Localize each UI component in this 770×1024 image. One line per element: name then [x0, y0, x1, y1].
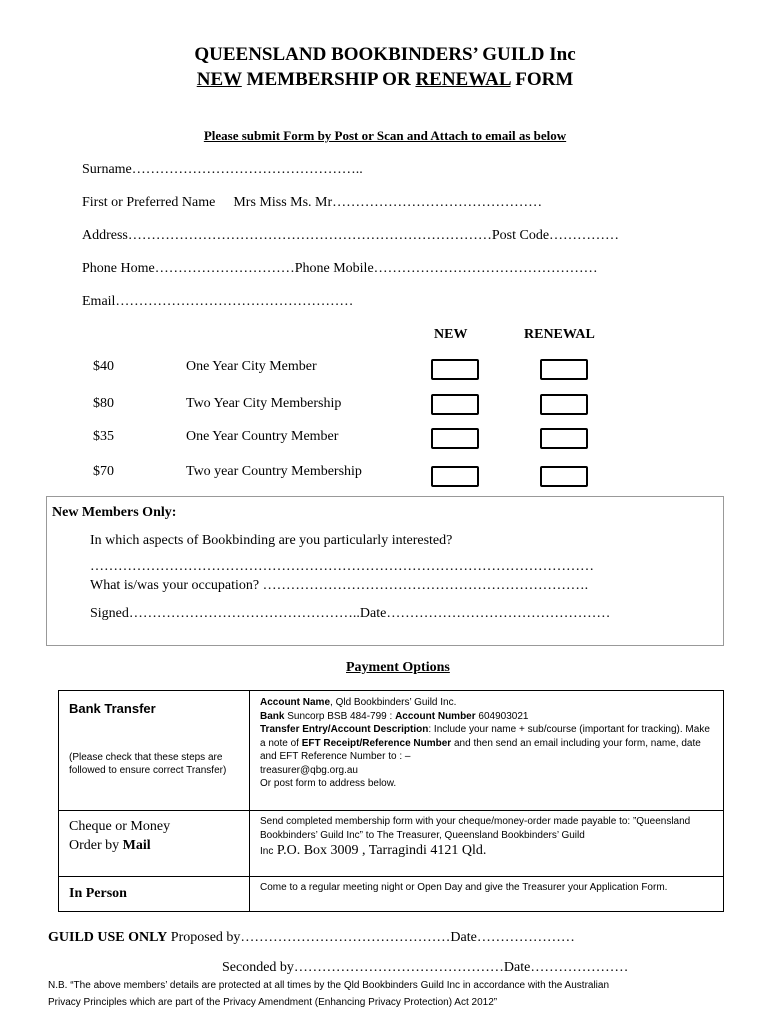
- treasurer-email[interactable]: treasurer@qbg.org.au: [260, 764, 358, 776]
- account-name: , Qld Bookbinders’ Guild Inc.: [330, 697, 457, 708]
- in-person-label: In Person: [69, 886, 127, 901]
- post-form-note: Or post form to address below.: [260, 778, 397, 789]
- new-column-header: NEW: [434, 327, 468, 342]
- transfer-label: Transfer Entry/Account Description: [260, 724, 429, 735]
- bank-transfer-details: [250, 691, 724, 811]
- mail-label: Mail: [122, 838, 151, 853]
- price-label: $40: [93, 359, 114, 374]
- bank-transfer-cell: [59, 691, 250, 811]
- new-checkbox[interactable]: [431, 359, 479, 380]
- new-word: NEW: [196, 69, 242, 90]
- bank-transfer-label: Bank Transfer: [69, 701, 156, 716]
- phone-field[interactable]: Phone Home…………………………Phone Mobile…………………………………………: [82, 261, 598, 276]
- title-options: Mrs Miss Ms. Mr………………………………………: [233, 195, 543, 210]
- bank-transfer-note: (Please check that these steps are followed to ensure correct Transfer): [69, 752, 227, 776]
- privacy-note-line2: Privacy Principles which are part of the Privacy Amendment (Enhancing Privacy Protection) Act 2012”: [48, 997, 498, 1008]
- interest-answer-line[interactable]: ………………………………………………………………………………………………: [90, 559, 594, 574]
- renewal-word: RENEWAL: [415, 69, 511, 90]
- renewal-checkbox[interactable]: [540, 428, 588, 449]
- guild-use-seconded[interactable]: Seconded by………………………………………Date…………………: [222, 960, 629, 975]
- price-label: $70: [93, 464, 114, 479]
- in-person-text: Come to a regular meeting night or Open Day and give the Treasurer your Application Form.: [260, 882, 668, 893]
- account-name-label: Account Name: [260, 697, 331, 708]
- email-field[interactable]: Email……………………………………………: [82, 294, 354, 309]
- membership-label: Two year Country Membership: [186, 464, 362, 479]
- account-number-label: Account Number: [395, 710, 476, 722]
- cheque-cell: [59, 811, 250, 877]
- po-box: P.O. Box 3009 , Tarragindi 4121 Qld.: [273, 843, 487, 858]
- first-name-label: First or Preferred Name: [82, 195, 216, 210]
- eft-text: and then send an email including your form, name, date and EFT Reference Number to : –: [260, 737, 701, 762]
- surname-field[interactable]: Surname…………………………………………..: [82, 162, 363, 177]
- form-title: QUEENSLAND BOOKBINDERS’ GUILD Inc: [194, 44, 576, 65]
- signed-date-field[interactable]: Signed…………………………………………..Date…………………………………………: [90, 606, 611, 621]
- cheque-details: [250, 811, 724, 877]
- first-name-field[interactable]: [82, 195, 542, 211]
- renewal-checkbox[interactable]: [540, 394, 588, 415]
- new-checkbox[interactable]: [431, 466, 479, 487]
- subtitle-end: FORM: [510, 69, 574, 90]
- cheque-label-order: Order by: [69, 838, 123, 853]
- transfer-text: : Include your name + sub/course (important for tracking). Make a note of: [260, 724, 710, 749]
- in-person-cell: [59, 877, 250, 912]
- payment-options-title: Payment Options: [346, 660, 450, 675]
- price-label: $35: [93, 429, 114, 444]
- renewal-checkbox[interactable]: [540, 466, 588, 487]
- membership-label: One Year Country Member: [186, 429, 339, 444]
- interest-question: In which aspects of Bookbinding are you particularly interested?: [90, 533, 453, 548]
- new-members-title: New Members Only:: [52, 505, 177, 520]
- subtitle-mid: MEMBERSHIP OR: [241, 69, 416, 90]
- renewal-column-header: RENEWAL: [524, 327, 595, 342]
- new-checkbox[interactable]: [431, 428, 479, 449]
- submit-instructions: Please submit Form by Post or Scan and Attach to email as below: [203, 128, 567, 143]
- price-label: $80: [93, 396, 114, 411]
- guild-use-label: GUILD USE ONLY: [48, 930, 168, 945]
- account-number: 604903021: [475, 710, 529, 722]
- eft-label: EFT Receipt/Reference Number: [301, 737, 452, 749]
- new-checkbox[interactable]: [431, 394, 479, 415]
- cheque-label: Cheque or Money: [69, 819, 171, 834]
- in-person-details: [250, 877, 724, 912]
- proposed-by: Proposed by………………………………………Date…………………: [167, 930, 575, 945]
- bank-bsb: Suncorp BSB 484-799 :: [284, 710, 396, 722]
- payment-options-table: [58, 690, 724, 912]
- bank-label: Bank: [260, 710, 285, 722]
- renewal-checkbox[interactable]: [540, 359, 588, 380]
- membership-label: One Year City Member: [186, 359, 317, 374]
- privacy-note-line1: N.B. “The above members’ details are protected at all times by the Qld Bookbinders Guild Inc in accordance with the Australian: [48, 980, 610, 991]
- occupation-field[interactable]: What is/was your occupation? …………………………………………………………….: [90, 578, 589, 593]
- inc-text: Inc: [260, 846, 274, 857]
- form-subtitle: [0, 69, 770, 91]
- membership-label: Two Year City Membership: [186, 396, 342, 411]
- cheque-text: Send completed membership form with your cheque/money-order made payable to: ”Queensland Bookbinders’ Guild Inc” to The Treasurer, Queensland Bookbinders’ Guild: [260, 816, 691, 841]
- address-field[interactable]: Address……………………………………………………………………Post Code……………: [82, 228, 620, 243]
- guild-use-proposed[interactable]: [48, 930, 575, 946]
